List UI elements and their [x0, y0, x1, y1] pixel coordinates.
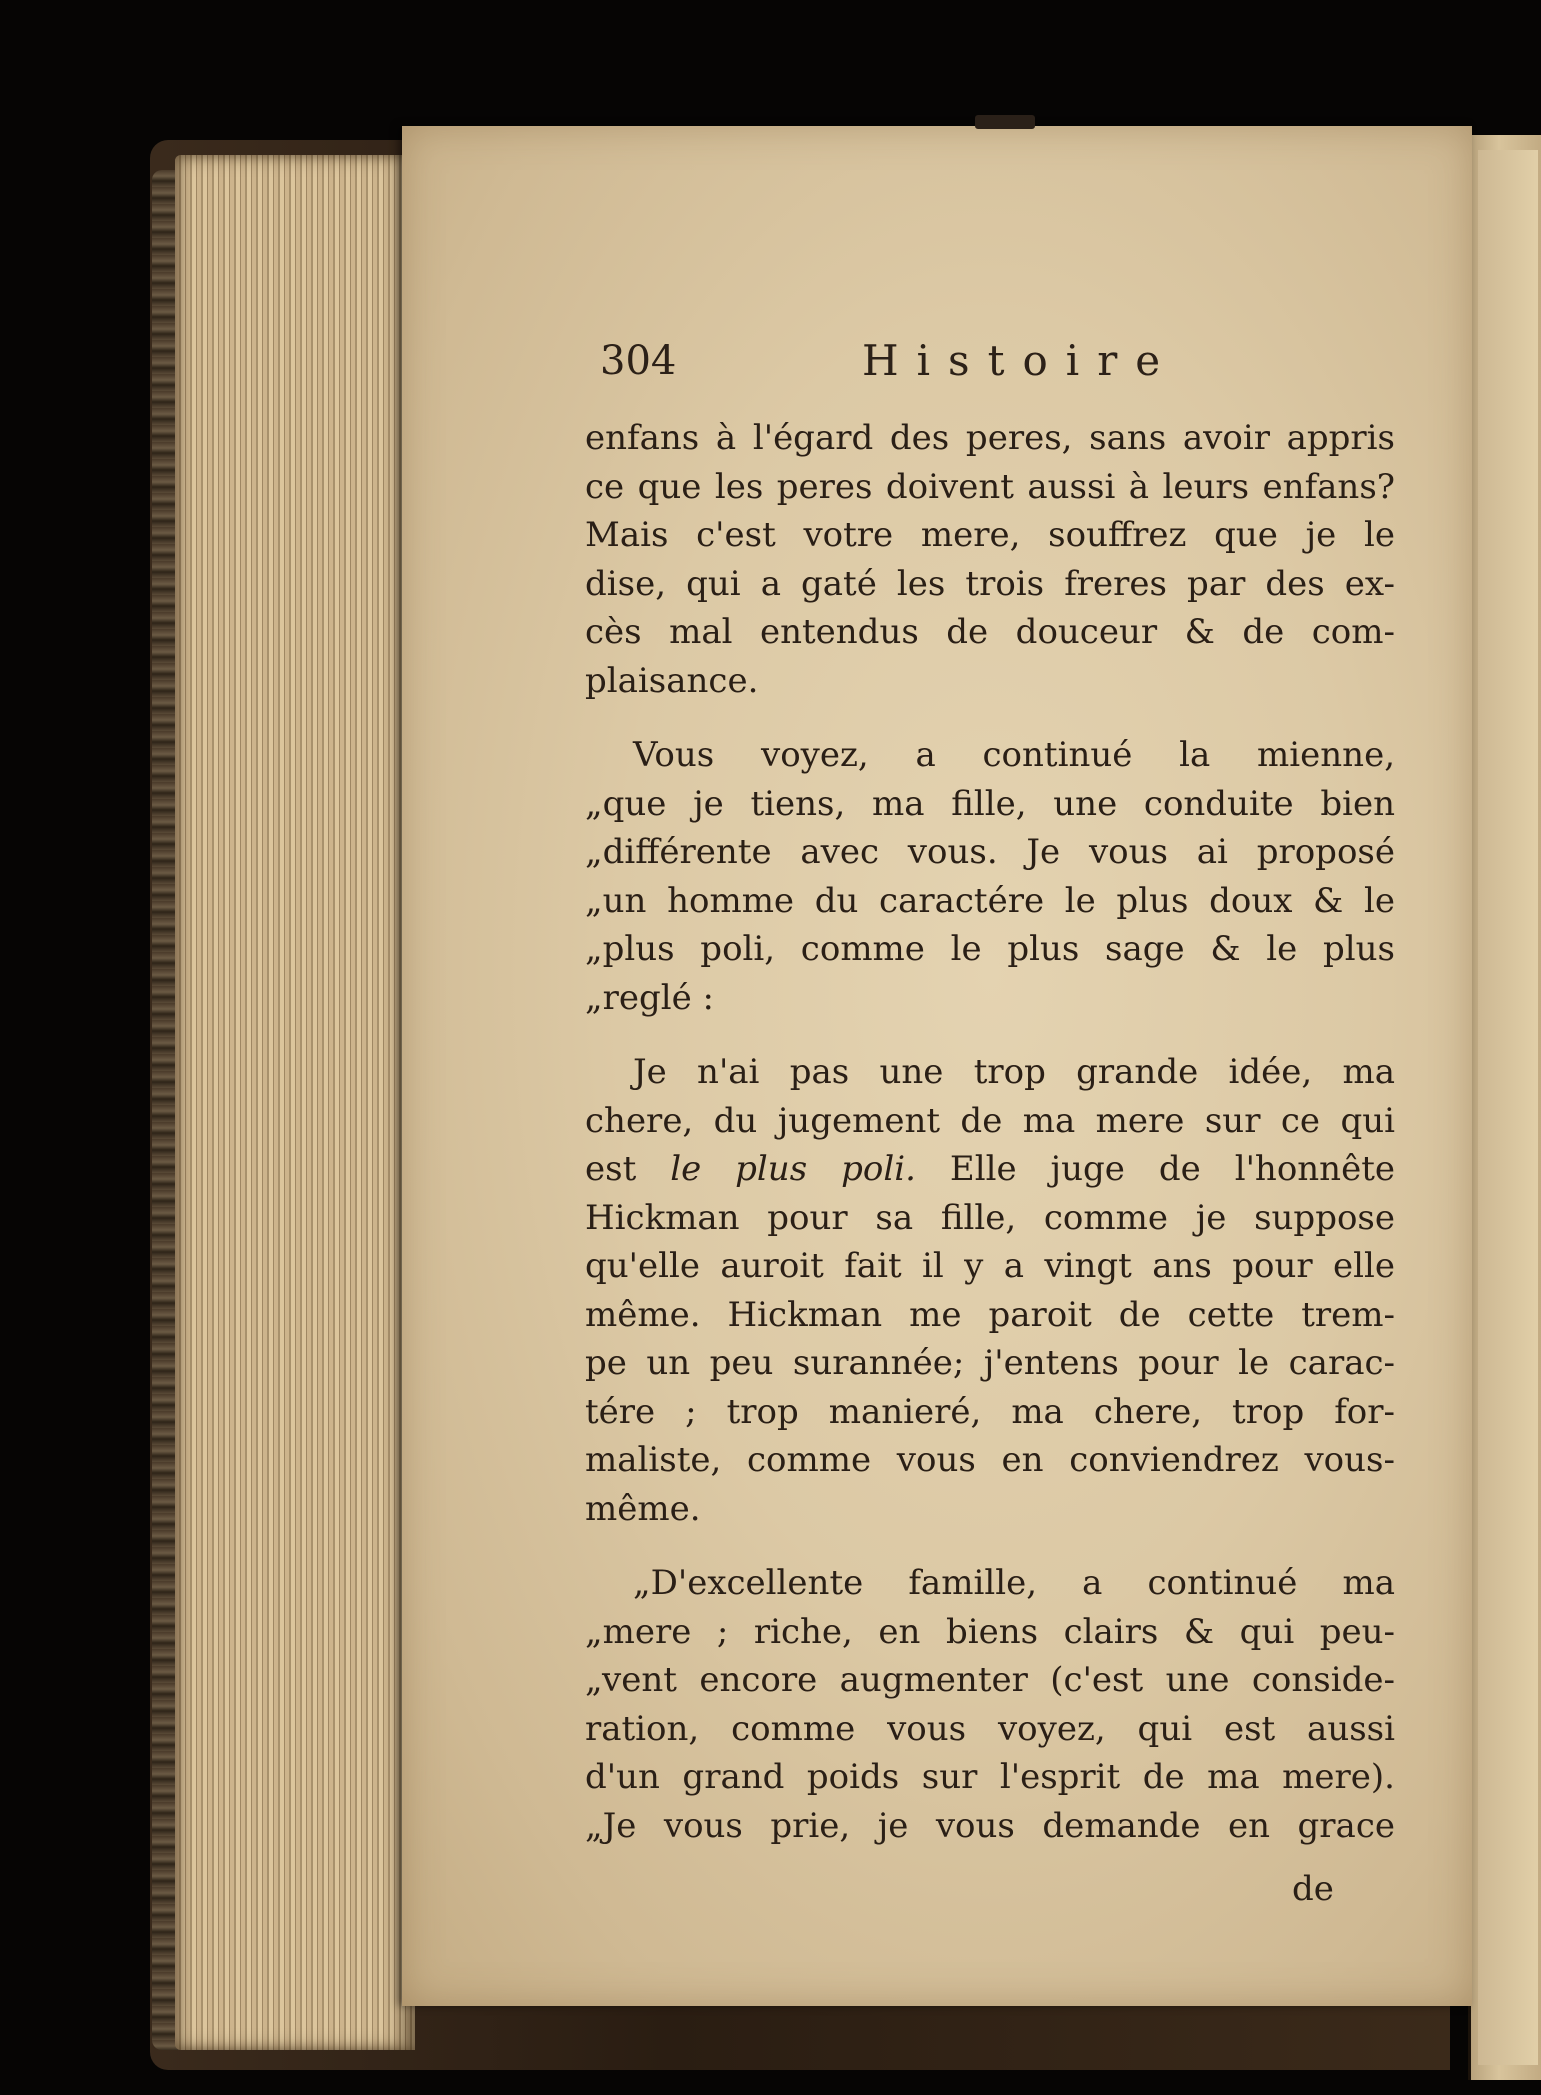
- text-line: Vous voyez, a continué la mienne,: [633, 735, 1395, 775]
- text-line: qu'elle auroit fait il y a vingt ans pour elle: [585, 1246, 1395, 1286]
- text-line: „vent encore augmenter (c'est une conside-: [585, 1660, 1395, 1700]
- text-line: cès mal entendus de douceur & de com-: [585, 612, 1395, 652]
- page-number: 304: [600, 338, 677, 384]
- book-page: [402, 126, 1472, 2006]
- text-line: „différente avec vous. Je vous ai proposé: [585, 832, 1395, 872]
- text-line: d'un grand poids sur l'esprit de ma mere).: [585, 1757, 1395, 1797]
- text-line: „D'excellente famille, a continué ma: [633, 1563, 1395, 1603]
- text-line: „reglé :: [585, 977, 715, 1018]
- catchword: de: [1292, 1869, 1334, 1909]
- running-head: [402, 336, 1472, 396]
- text-line: Mais c'est votre mere, souffrez que je le: [585, 515, 1395, 555]
- text-line: ce que les peres doivent aussi à leurs enfans?: [585, 466, 1395, 507]
- text-line: Hickman pour sa fille, comme je suppose: [585, 1197, 1395, 1238]
- text-line-with-italic: [585, 1145, 1395, 1194]
- text-line: plaisance.: [585, 660, 759, 701]
- text-line: enfans à l'égard des peres, sans avoir appris: [585, 418, 1395, 458]
- text-line: même. Hickman me paroit de cette trem-: [585, 1294, 1395, 1335]
- text-line: pe un peu surannée; j'entens pour le carac-: [585, 1343, 1395, 1383]
- body-text: [585, 414, 1395, 1850]
- text-line: ration, comme vous voyez, qui est aussi: [585, 1708, 1395, 1749]
- text-fragment: Elle juge de l'honnête: [949, 1149, 1395, 1189]
- text-line: Je n'ai pas une trop grande idée, ma: [633, 1052, 1395, 1092]
- text-line: tére ; trop manieré, ma chere, trop for-: [585, 1391, 1395, 1432]
- italic-phrase: le plus poli.: [670, 1149, 916, 1189]
- text-line: même.: [585, 1488, 701, 1529]
- text-line: dise, qui a gaté les trois freres par des ex-: [585, 563, 1395, 604]
- text-fragment: est: [585, 1149, 637, 1189]
- text-line: „plus poli, comme le plus sage & le plus: [585, 929, 1395, 969]
- bookmark-ribbon: [975, 115, 1035, 129]
- page-header-title: Histoire: [862, 336, 1179, 385]
- text-line: „mere ; riche, en biens clairs & qui peu-: [585, 1611, 1395, 1652]
- text-line: „que je tiens, ma fille, une conduite bien: [585, 783, 1395, 824]
- facing-page-surface: [1478, 150, 1538, 2065]
- text-line: „Je vous prie, je vous demande en grace: [585, 1805, 1395, 1846]
- text-line: maliste, comme vous en conviendrez vous-: [585, 1440, 1395, 1480]
- text-line: chere, du jugement de ma mere sur ce qui: [585, 1100, 1395, 1141]
- page-edges-stack: [175, 155, 415, 2050]
- text-line: „un homme du caractére le plus doux & le: [585, 880, 1395, 921]
